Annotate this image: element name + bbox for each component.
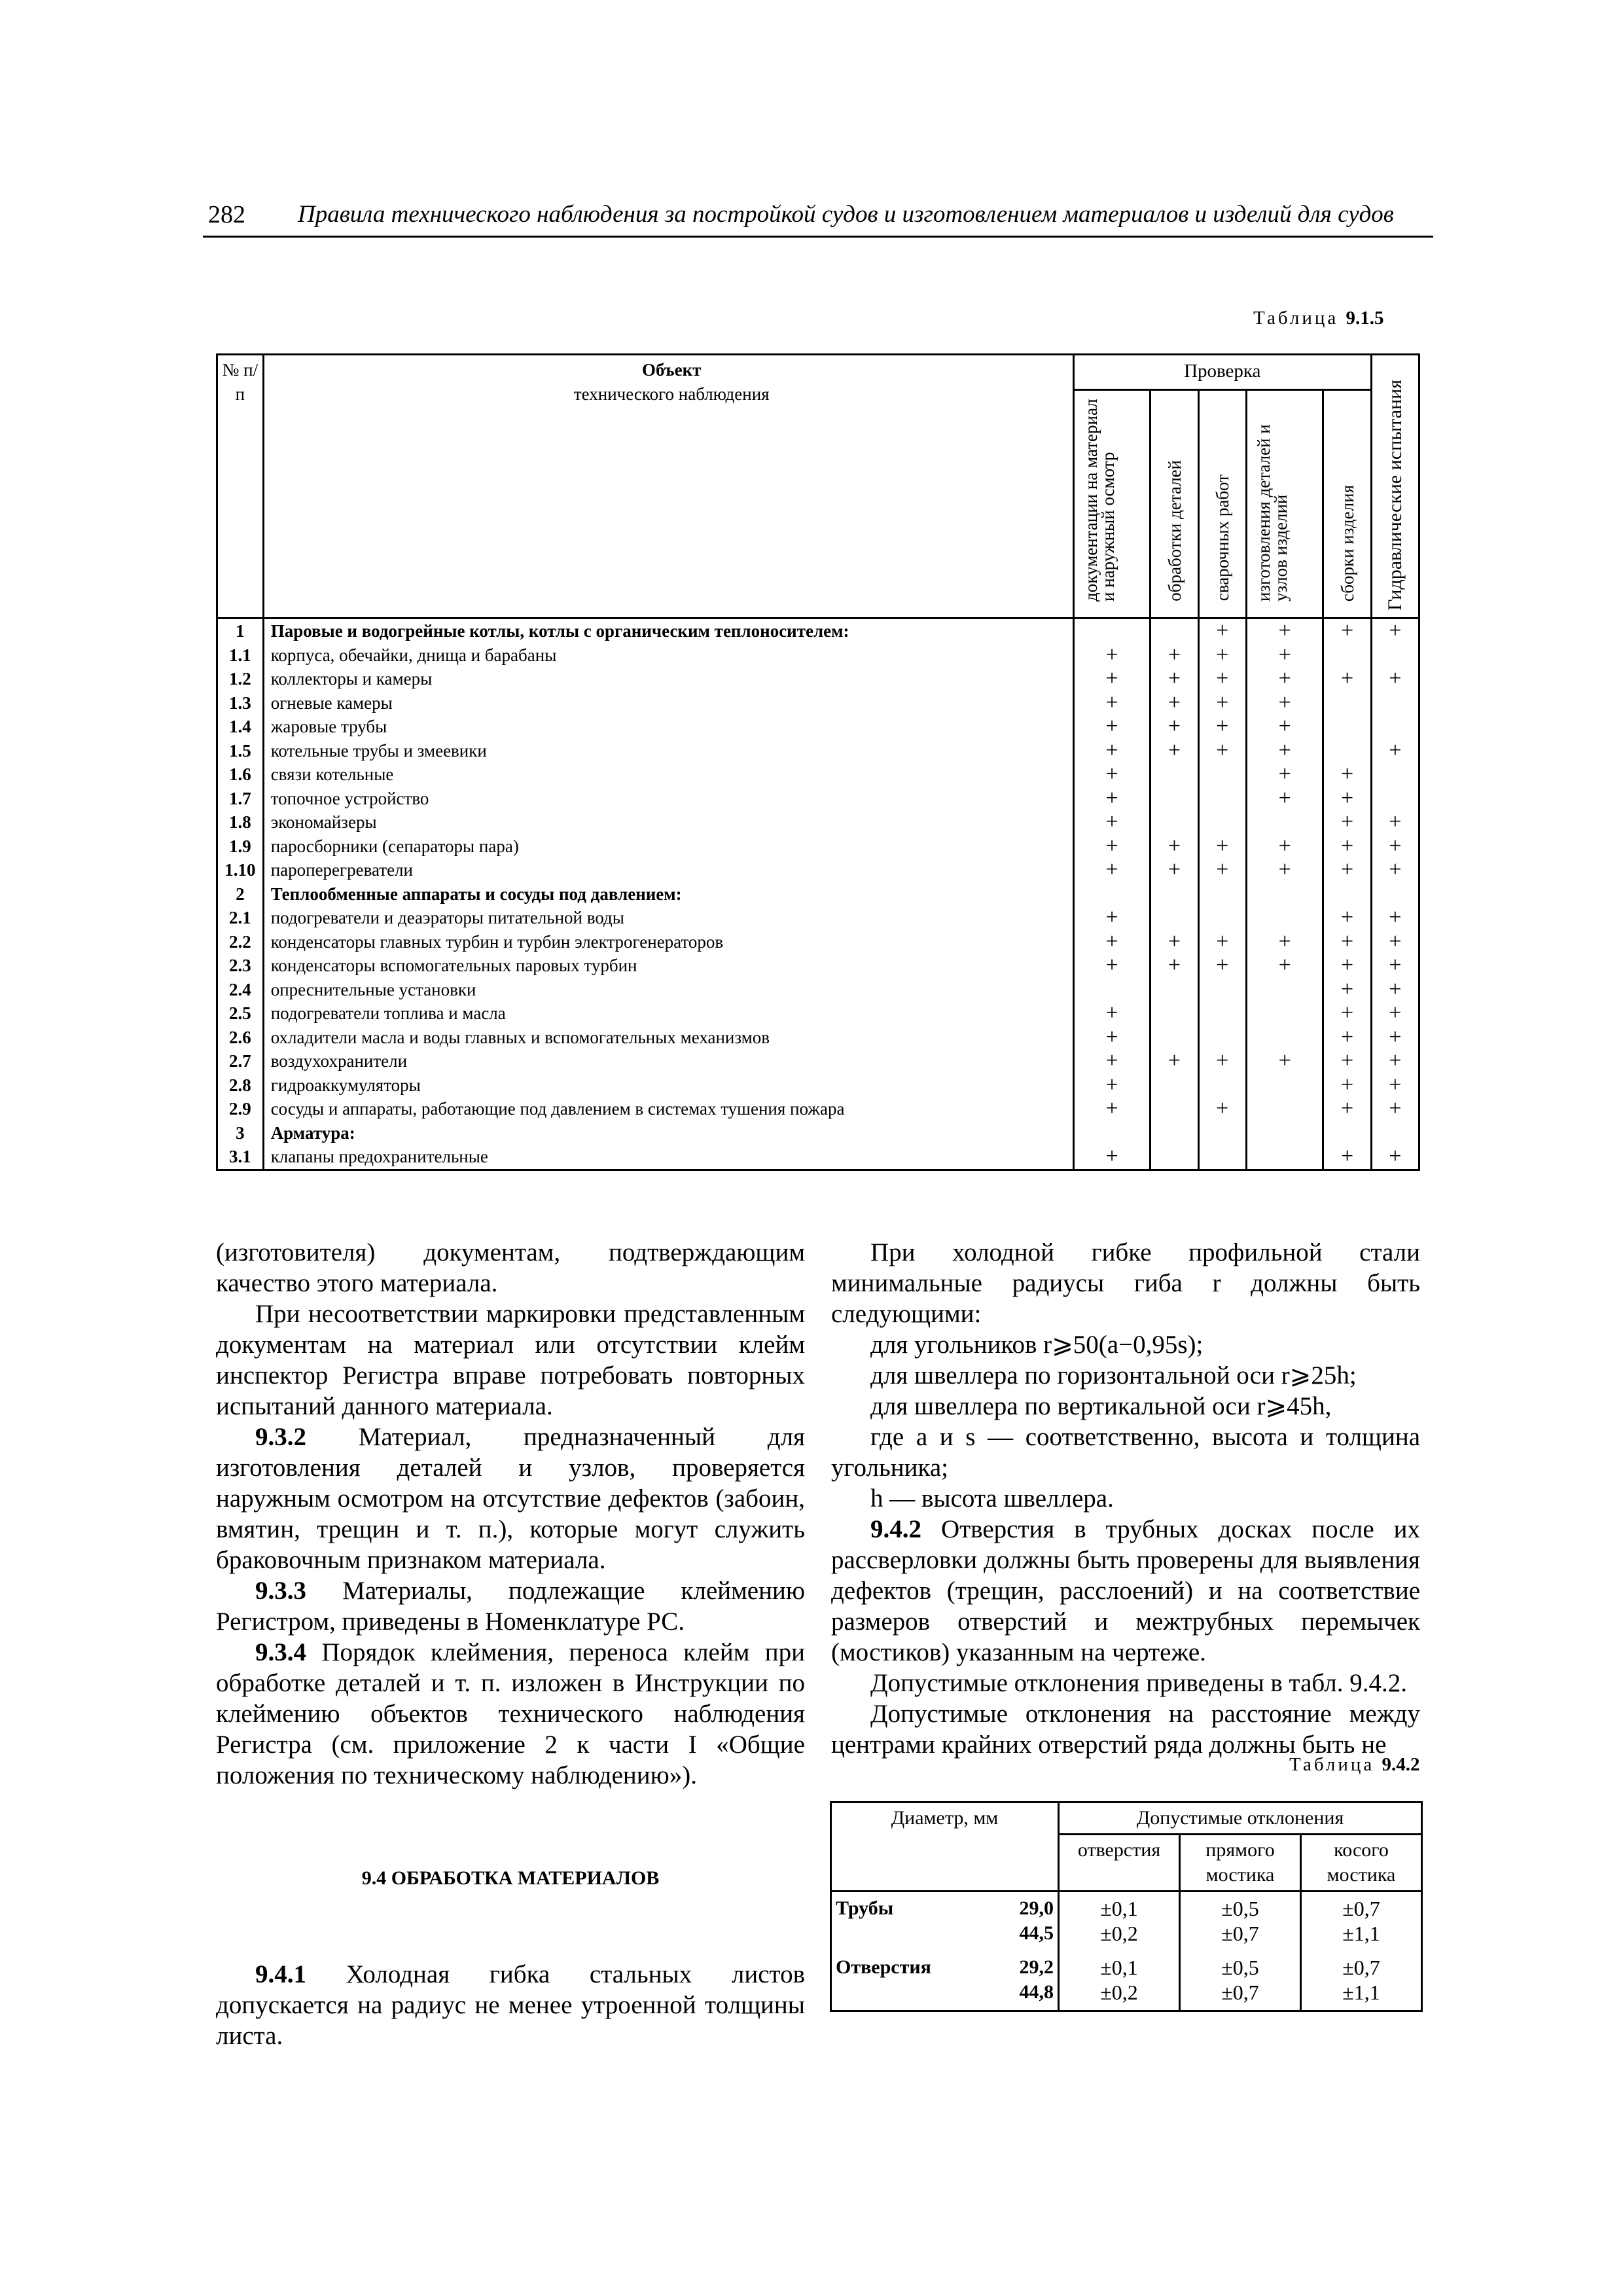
- check-mark: [1150, 619, 1198, 643]
- section-title: 9.4 ОБРАБОТКА МАТЕРИАЛОВ: [361, 1867, 660, 1889]
- check-mark: +: [1198, 715, 1246, 739]
- check-mark: +: [1150, 1049, 1198, 1073]
- check-mark: +: [1073, 787, 1150, 811]
- row-number: 1.1: [217, 643, 264, 668]
- right-column: [831, 1237, 1420, 1760]
- check-mark: +: [1073, 667, 1150, 691]
- table-row: [217, 930, 1419, 954]
- check-mark: +: [1246, 691, 1323, 715]
- check-mark: [1246, 1073, 1323, 1098]
- row-number: 1: [217, 619, 264, 643]
- check-mark: [1150, 762, 1198, 787]
- inspection-table: [216, 353, 1420, 1171]
- row-number: 2.8: [217, 1073, 264, 1098]
- check-mark: +: [1323, 906, 1371, 930]
- row-object: корпуса, обечайки, днища и барабаны: [263, 643, 1073, 668]
- check-mark: +: [1073, 739, 1150, 763]
- row-object: подогреватели топлива и масла: [263, 1001, 1073, 1026]
- table-row: [217, 1049, 1419, 1073]
- paragraph: 9.3.2 Материал, предназначенный для изготовления деталей и узлов, проверяется наружным осмотром на отсутствие дефектов (забоин, вмятин, трещин и т. п.), которые могут служить браковочным признаком материала.: [216, 1423, 805, 1574]
- table-row: [217, 1121, 1419, 1145]
- check-mark: +: [1198, 930, 1246, 954]
- check-mark: [1371, 1121, 1419, 1145]
- col-header-num: № п/п: [217, 355, 264, 619]
- check-mark: +: [1150, 667, 1198, 691]
- check-mark: [1150, 1026, 1198, 1050]
- col-header-hole: отверстия: [1059, 1835, 1180, 1892]
- row-object: связи котельные: [263, 762, 1073, 787]
- row-object: коллекторы и камеры: [263, 667, 1073, 691]
- row-number: 1.3: [217, 691, 264, 715]
- table-row: [217, 906, 1419, 930]
- check-mark: +: [1323, 978, 1371, 1002]
- table-row: [217, 978, 1419, 1002]
- check-mark: +: [1198, 643, 1246, 668]
- row-object: топочное устройство: [263, 787, 1073, 811]
- check-mark: [1150, 882, 1198, 906]
- row-label: Трубы: [831, 1892, 992, 1952]
- check-mark: +: [1371, 954, 1419, 978]
- check-mark: [1371, 762, 1419, 787]
- col-header-processing: обработки деталей: [1150, 389, 1198, 618]
- row-number: 1.8: [217, 810, 264, 834]
- row-number: 2.9: [217, 1097, 264, 1121]
- check-mark: [1246, 978, 1323, 1002]
- check-mark: +: [1198, 667, 1246, 691]
- row-object: экономайзеры: [263, 810, 1073, 834]
- check-mark: +: [1371, 858, 1419, 882]
- col-header-oblique-bridge: косого мостика: [1301, 1835, 1422, 1892]
- check-mark: +: [1371, 619, 1419, 643]
- check-mark: +: [1371, 1145, 1419, 1170]
- row-object: жаровые трубы: [263, 715, 1073, 739]
- col-header-documentation: документации на материал и наружный осмотр: [1073, 389, 1150, 618]
- row-object: охладители масла и воды главных и вспомогательных механизмов: [263, 1026, 1073, 1050]
- check-mark: +: [1323, 1097, 1371, 1121]
- check-mark: +: [1371, 1073, 1419, 1098]
- check-mark: +: [1371, 1026, 1419, 1050]
- check-mark: +: [1073, 954, 1150, 978]
- check-mark: +: [1073, 691, 1150, 715]
- table-row: [217, 882, 1419, 906]
- check-mark: +: [1323, 930, 1371, 954]
- check-mark: [1323, 691, 1371, 715]
- check-mark: +: [1198, 834, 1246, 859]
- row-object: конденсаторы вспомогательных паровых турбин: [263, 954, 1073, 978]
- check-mark: +: [1073, 762, 1150, 787]
- col-header-straight-bridge: прямого мостика: [1180, 1835, 1301, 1892]
- row-number: 3.1: [217, 1145, 264, 1170]
- check-mark: +: [1246, 667, 1323, 691]
- row-label: Отверстия: [831, 1951, 992, 2011]
- check-mark: [1150, 1121, 1198, 1145]
- check-mark: +: [1246, 1049, 1323, 1073]
- check-mark: +: [1323, 1145, 1371, 1170]
- check-mark: [1246, 906, 1323, 930]
- check-mark: +: [1323, 1049, 1371, 1073]
- table-row: [217, 858, 1419, 882]
- check-mark: +: [1246, 954, 1323, 978]
- table-row: [831, 1892, 1422, 1952]
- page-number: 282: [208, 201, 245, 228]
- check-mark: +: [1073, 834, 1150, 859]
- check-mark: [1246, 1145, 1323, 1170]
- check-mark: [1323, 643, 1371, 668]
- check-mark: [1371, 715, 1419, 739]
- check-mark: [1323, 715, 1371, 739]
- table-row: [217, 787, 1419, 811]
- check-mark: +: [1073, 1073, 1150, 1098]
- row-object: клапаны предохранительные: [263, 1145, 1073, 1170]
- table-row: [217, 667, 1419, 691]
- row-number: 2.2: [217, 930, 264, 954]
- row-object: Теплообменные аппараты и сосуды под давлением:: [263, 882, 1073, 906]
- check-mark: [1198, 810, 1246, 834]
- row-object: воздухохранители: [263, 1049, 1073, 1073]
- row-object: паросборники (сепараторы пара): [263, 834, 1073, 859]
- col-header-welding: сварочных работ: [1198, 389, 1246, 618]
- paragraph: 9.3.3 Материалы, подлежащие клеймению Регистром, приведены в Номенклатуре РС.: [216, 1577, 805, 1636]
- oblique-bridge-deviation: ±0,7 ±1,1: [1301, 1951, 1422, 2011]
- check-mark: [1198, 882, 1246, 906]
- check-mark: +: [1073, 715, 1150, 739]
- check-mark: [1198, 787, 1246, 811]
- row-number: 2.1: [217, 906, 264, 930]
- check-mark: +: [1073, 1049, 1150, 1073]
- check-mark: [1371, 691, 1419, 715]
- left-column: [216, 1237, 805, 2051]
- check-mark: [1198, 1001, 1246, 1026]
- row-number: 1.7: [217, 787, 264, 811]
- table2-caption: Таблица 9.4.2: [1289, 1754, 1420, 1775]
- check-mark: [1073, 1121, 1150, 1145]
- straight-bridge-deviation: ±0,5 ±0,7: [1180, 1892, 1301, 1952]
- table-row: [217, 1073, 1419, 1098]
- check-mark: [1150, 787, 1198, 811]
- check-mark: [1073, 882, 1150, 906]
- check-mark: +: [1150, 739, 1198, 763]
- check-mark: +: [1150, 858, 1198, 882]
- row-object: Паровые и водогрейные котлы, котлы с органическим теплоносителем:: [263, 619, 1073, 643]
- deviation-table: [830, 1801, 1423, 2012]
- check-mark: +: [1150, 643, 1198, 668]
- row-object: Арматура:: [263, 1121, 1073, 1145]
- formula-line: для угольников r⩾50(a−0,95s);: [870, 1331, 1204, 1359]
- table-row: [217, 1097, 1419, 1121]
- check-mark: +: [1150, 954, 1198, 978]
- paragraph: где a и s — соответственно, высота и толщина угольника;: [831, 1423, 1420, 1482]
- check-mark: +: [1371, 1001, 1419, 1026]
- page-header: [203, 196, 1433, 238]
- row-number: 2.3: [217, 954, 264, 978]
- table1-caption: Таблица 9.1.5: [1253, 308, 1384, 329]
- check-mark: [1150, 978, 1198, 1002]
- row-number: 2.5: [217, 1001, 264, 1026]
- check-mark: [1246, 882, 1323, 906]
- table-row: [831, 1951, 1422, 2011]
- check-mark: +: [1198, 739, 1246, 763]
- check-mark: +: [1323, 1026, 1371, 1050]
- table-row: [217, 691, 1419, 715]
- check-mark: [1198, 1026, 1246, 1050]
- check-mark: +: [1246, 619, 1323, 643]
- table-row: [217, 762, 1419, 787]
- check-mark: +: [1073, 1097, 1150, 1121]
- row-number: 1.2: [217, 667, 264, 691]
- check-mark: +: [1198, 954, 1246, 978]
- check-mark: +: [1371, 667, 1419, 691]
- check-mark: +: [1246, 643, 1323, 668]
- check-mark: [1246, 1097, 1323, 1121]
- check-mark: +: [1198, 858, 1246, 882]
- check-mark: +: [1371, 1097, 1419, 1121]
- check-mark: +: [1198, 1097, 1246, 1121]
- check-mark: [1198, 1073, 1246, 1098]
- col-header-manufacture: изготовления деталей и узлов изделий: [1246, 389, 1323, 618]
- paragraph: Допустимые отклонения на расстояние между центрами крайних отверстий ряда должны быть не: [831, 1700, 1420, 1759]
- row-number: 2.6: [217, 1026, 264, 1050]
- table-row: [217, 834, 1419, 859]
- check-mark: [1198, 762, 1246, 787]
- check-mark: +: [1323, 619, 1371, 643]
- paragraph: 9.3.4 Порядок клеймения, переноса клейм при обработке деталей и т. п. изложен в Инструкции по клеймению объектов технического наблюдения Регистра (см. приложение 2 к части I «Общие положения по техническому наблюдению»).: [216, 1638, 805, 1789]
- row-number: 3: [217, 1121, 264, 1145]
- check-mark: [1150, 906, 1198, 930]
- check-mark: +: [1150, 691, 1198, 715]
- check-mark: +: [1073, 930, 1150, 954]
- check-mark: +: [1150, 930, 1198, 954]
- check-mark: +: [1246, 739, 1323, 763]
- row-number: 1.5: [217, 739, 264, 763]
- check-mark: +: [1371, 1049, 1419, 1073]
- check-mark: [1150, 1097, 1198, 1121]
- oblique-bridge-deviation: ±0,7 ±1,1: [1301, 1892, 1422, 1952]
- row-object: огневые камеры: [263, 691, 1073, 715]
- row-object: подогреватели и деаэраторы питательной воды: [263, 906, 1073, 930]
- check-mark: [1073, 978, 1150, 1002]
- check-mark: [1150, 1145, 1198, 1170]
- row-number: 1.9: [217, 834, 264, 859]
- check-mark: +: [1198, 1049, 1246, 1073]
- check-mark: [1323, 1121, 1371, 1145]
- paragraph: При холодной гибке профильной стали минимальные радиусы гиба r должны быть следующими:: [831, 1238, 1420, 1328]
- hole-deviation: ±0,1 ±0,2: [1059, 1951, 1180, 2011]
- check-mark: [1371, 643, 1419, 668]
- col-header-diameter: Диаметр, мм: [831, 1803, 1059, 1892]
- check-mark: +: [1323, 858, 1371, 882]
- check-mark: +: [1323, 787, 1371, 811]
- row-object: сосуды и аппараты, работающие под давлением в системах тушения пожара: [263, 1097, 1073, 1121]
- col-group-check: Проверка: [1073, 355, 1371, 390]
- check-mark: [1073, 619, 1150, 643]
- check-mark: [1150, 1073, 1198, 1098]
- check-mark: [1150, 810, 1198, 834]
- check-mark: +: [1073, 1001, 1150, 1026]
- paragraph: (изготовителя) документам, подтверждающим качество этого материала.: [216, 1238, 805, 1297]
- paragraph: h — высота швеллера.: [870, 1484, 1114, 1513]
- paragraph: 9.4.2 Отверстия в трубных досках после их рассверловки должны быть проверены для выявления дефектов (трещин, расслоений) и на соответствие размеров отверстий и межтрубных перемычек (мостиков) указанным на чертеже.: [831, 1515, 1420, 1666]
- col-header-object: Объект технического наблюдения: [263, 355, 1073, 619]
- formula-line: для швеллера по вертикальной оси r⩾45h,: [870, 1392, 1332, 1420]
- hole-deviation: ±0,1 ±0,2: [1059, 1892, 1180, 1952]
- table-row: [217, 810, 1419, 834]
- table-row: [217, 715, 1419, 739]
- check-mark: [1371, 882, 1419, 906]
- row-diameters: 29,2 44,8: [992, 1951, 1059, 2011]
- check-mark: +: [1371, 739, 1419, 763]
- check-mark: +: [1323, 810, 1371, 834]
- running-title: Правила технического наблюдения за постройкой судов и изготовлением материалов и изделий для судов: [298, 201, 1394, 228]
- check-mark: +: [1246, 834, 1323, 859]
- row-object: конденсаторы главных турбин и турбин электрогенераторов: [263, 930, 1073, 954]
- row-object: котельные трубы и змеевики: [263, 739, 1073, 763]
- col-header-hydraulic: Гидравлические испытания: [1371, 355, 1419, 619]
- row-number: 2: [217, 882, 264, 906]
- check-mark: [1323, 739, 1371, 763]
- check-mark: +: [1323, 667, 1371, 691]
- check-mark: +: [1323, 1073, 1371, 1098]
- check-mark: [1198, 978, 1246, 1002]
- check-mark: +: [1073, 643, 1150, 668]
- row-object: гидроаккумуляторы: [263, 1073, 1073, 1098]
- row-number: 1.4: [217, 715, 264, 739]
- check-mark: +: [1150, 834, 1198, 859]
- table-row: [217, 739, 1419, 763]
- check-mark: +: [1246, 787, 1323, 811]
- table-row: [217, 643, 1419, 668]
- formula-line: для швеллера по горизонтальной оси r⩾25h;: [870, 1361, 1357, 1390]
- check-mark: [1198, 906, 1246, 930]
- paragraph: Допустимые отклонения приведены в табл. 9.4.2.: [870, 1669, 1407, 1697]
- check-mark: +: [1371, 810, 1419, 834]
- table-row: [217, 619, 1419, 643]
- check-mark: +: [1246, 715, 1323, 739]
- check-mark: +: [1246, 858, 1323, 882]
- check-mark: +: [1073, 858, 1150, 882]
- table-row: [217, 1001, 1419, 1026]
- row-object: опреснительные установки: [263, 978, 1073, 1002]
- check-mark: +: [1323, 1001, 1371, 1026]
- check-mark: [1246, 1121, 1323, 1145]
- table-row: [217, 954, 1419, 978]
- check-mark: +: [1323, 834, 1371, 859]
- check-mark: +: [1371, 834, 1419, 859]
- check-mark: +: [1323, 762, 1371, 787]
- col-header-assembly: сборки изделия: [1323, 389, 1371, 618]
- check-mark: +: [1323, 954, 1371, 978]
- check-mark: +: [1073, 810, 1150, 834]
- row-number: 2.4: [217, 978, 264, 1002]
- check-mark: [1371, 787, 1419, 811]
- check-mark: [1246, 1026, 1323, 1050]
- check-mark: +: [1371, 906, 1419, 930]
- check-mark: +: [1073, 906, 1150, 930]
- check-mark: +: [1246, 930, 1323, 954]
- row-diameters: 29,0 44,5: [992, 1892, 1059, 1952]
- check-mark: +: [1073, 1145, 1150, 1170]
- check-mark: +: [1198, 619, 1246, 643]
- straight-bridge-deviation: ±0,5 ±0,7: [1180, 1951, 1301, 2011]
- check-mark: [1150, 1001, 1198, 1026]
- check-mark: [1198, 1145, 1246, 1170]
- table-row: [217, 1026, 1419, 1050]
- check-mark: +: [1150, 715, 1198, 739]
- paragraph: 9.4.1 Холодная гибка стальных листов допускается на радиус не менее утроенной толщины листа.: [216, 1960, 805, 2050]
- col-group-deviation: Допустимые отклонения: [1059, 1803, 1422, 1835]
- row-number: 1.6: [217, 762, 264, 787]
- check-mark: [1246, 1001, 1323, 1026]
- check-mark: +: [1198, 691, 1246, 715]
- paragraph: При несоответствии маркировки представленным документам на материал или отсутствии клейм инспектор Регистра вправе потребовать повторных испытаний данного материала.: [216, 1300, 805, 1420]
- check-mark: +: [1371, 978, 1419, 1002]
- check-mark: [1198, 1121, 1246, 1145]
- check-mark: [1246, 810, 1323, 834]
- row-number: 1.10: [217, 858, 264, 882]
- check-mark: +: [1371, 930, 1419, 954]
- check-mark: +: [1246, 762, 1323, 787]
- row-number: 2.7: [217, 1049, 264, 1073]
- check-mark: +: [1073, 1026, 1150, 1050]
- table-row: [217, 1145, 1419, 1170]
- row-object: пароперегреватели: [263, 858, 1073, 882]
- check-mark: [1323, 882, 1371, 906]
